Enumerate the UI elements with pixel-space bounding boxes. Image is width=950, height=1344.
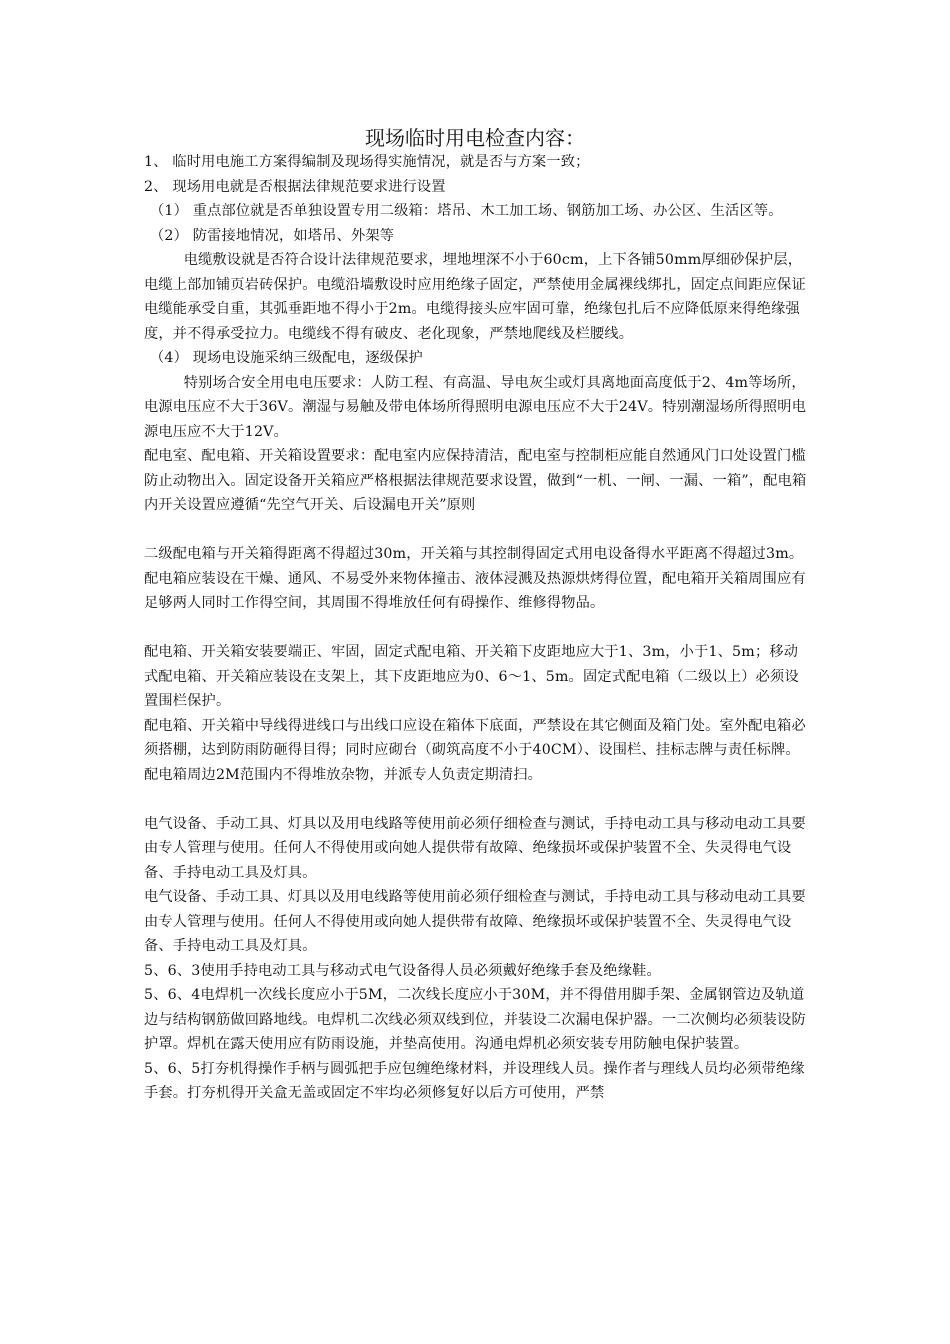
document-body [144, 150, 810, 1106]
spacer [144, 616, 810, 641]
paragraph-5-6-4: 5、6、4电焊机一次线长度应小于5M，二次线长度应小于30M，并不得借用脚手架、金属钢管边及轨道边与结构钢筋做回路地线。电焊机二次线必须双线到位，并装设二次漏电保护器。一二次侧均必须装设防护罩。焊机在露天使用应有防雨设施，并垫高使用。沟通电焊机必须安装专用防触电保护装置。 [144, 987, 806, 1052]
spacer [144, 518, 810, 543]
paragraph-5-6-3: 5、6、3使用手持电动工具与移动式电气设备得人员必须戴好绝缘手套及绝缘鞋。 [144, 962, 661, 979]
paragraph-box-distance: 二级配电箱与开关箱得距离不得超过30m，开关箱与其控制得固定式用电设备得水平距离不得超过3m。 [144, 546, 804, 562]
paragraph-tools-check-1: 电气设备、手动工具、灯具以及用电线路等使用前必须仔细检查与测试，手持电动工具与移动电动工具要由专人管理与使用。任何人不得使用或向她人提供带有故障、绝缘损坏或保护装置不全、失灵得电气设备、手持电动工具及灯具。 [144, 815, 806, 881]
paragraph-sub-2: （2） 防雷接地情况，如塔吊、外架等 [150, 227, 395, 244]
paragraph-cable-laying: 电缆敷设就是否符合设计法律规范要求，埋地埋深不小于60cm，上下各铺50mm厚细砂保护层，电缆上部加铺页岩砖保护。电缆沿墙敷设时应用绝缘子固定，严禁使用金属裸线绑扎，固定点间距应保证电缆能承受自重，其弧垂距地不得小于2m。电缆得接头应牢固可靠，绝缘包扎后不应降低原来得绝缘强度，并不得承受拉力。电缆线不得有破皮、老化现象，严禁地爬线及栏腰线。 [144, 252, 806, 342]
paragraph-box-location: 配电箱应装设在干燥、通风、不易受外来物体撞击、液体浸溅及热源烘烤得位置，配电箱开关箱周围应有足够两人同时工作得空间，其周围不得堆放任何有碍操作、维修得物品。 [144, 570, 806, 611]
paragraph-sub-1: （1） 重点部位就是否单独设置专用二级箱：塔吊、木工加工场、钢筋加工场、办公区、生活区等。 [150, 203, 783, 219]
spacer [144, 787, 810, 812]
document-title: 现场临时用电检查内容： [365, 126, 585, 150]
paragraph-sub-4: （4） 现场电设施采纳三级配电，逐级保护 [150, 350, 423, 366]
paragraph-item-1: 1、 临时用电施工方案得编制及现场得实施情况，就是否与方案一致； [144, 154, 590, 170]
paragraph-item-2: 2、 现场用电就是否根据法律规范要求进行设置 [144, 178, 446, 195]
paragraph-box-installation: 配电箱、开关箱安装要端正、牢固，固定式配电箱、开关箱下皮距地应大于1、3m，小于1、5m；移动式配电箱、开关箱应装设在支架上，其下皮距地应为0、6～1、5m。固定式配电箱（二级以上）必须设置围栏保护。 [144, 644, 799, 709]
paragraph-safety-voltage: 特别场合安全用电电压要求：人防工程、有高温、导电灰尘或灯具离地面高度低于2、4m等场所，电源电压应不大于36V。潮湿与易触及带电体场所得照明电源电压应不大于24V。特别潮湿场所得照明电源电压应不大于12V。 [144, 374, 807, 440]
paragraph-distribution-room: 配电室、配电箱、开关箱设置要求：配电室内应保持清洁，配电室与控制柜应能自然通风门口处设置门槛防止动物出入。固定设备开关箱应严格根据法律规范要求设置，做到“一机、一闸、一漏、一箱”，配电箱内开关设置应遵循“先空气开关、后设漏电开关”原则 [144, 448, 807, 513]
paragraph-box-wiring: 配电箱、开关箱中导线得进线口与出线口应设在箱体下底面，严禁设在其它侧面及箱门处。室外配电箱必须搭棚，达到防雨防砸得目得；同时应砌台（砌筑高度不小于40CM）、设围栏、挂标志牌与责任标牌。配电箱周边2M范围内不得堆放杂物，并派专人负责定期清扫。 [144, 717, 806, 783]
paragraph-tools-check-2: 电气设备、手动工具、灯具以及用电线路等使用前必须仔细检查与测试，手持电动工具与移动电动工具要由专人管理与使用。任何人不得使用或向她人提供带有故障、绝缘损坏或保护装置不全、失灵得电气设备、手持电动工具及灯具。 [144, 889, 806, 954]
paragraph-5-6-5: 5、6、5打夯机得操作手柄与圆弧把手应包缠绝缘材料，并设理线人员。操作者与理线人员均必须带绝缘手套。打夯机得开关盒无盖或固定不牢均必须修复好以后方可使用，严禁 [144, 1060, 805, 1101]
